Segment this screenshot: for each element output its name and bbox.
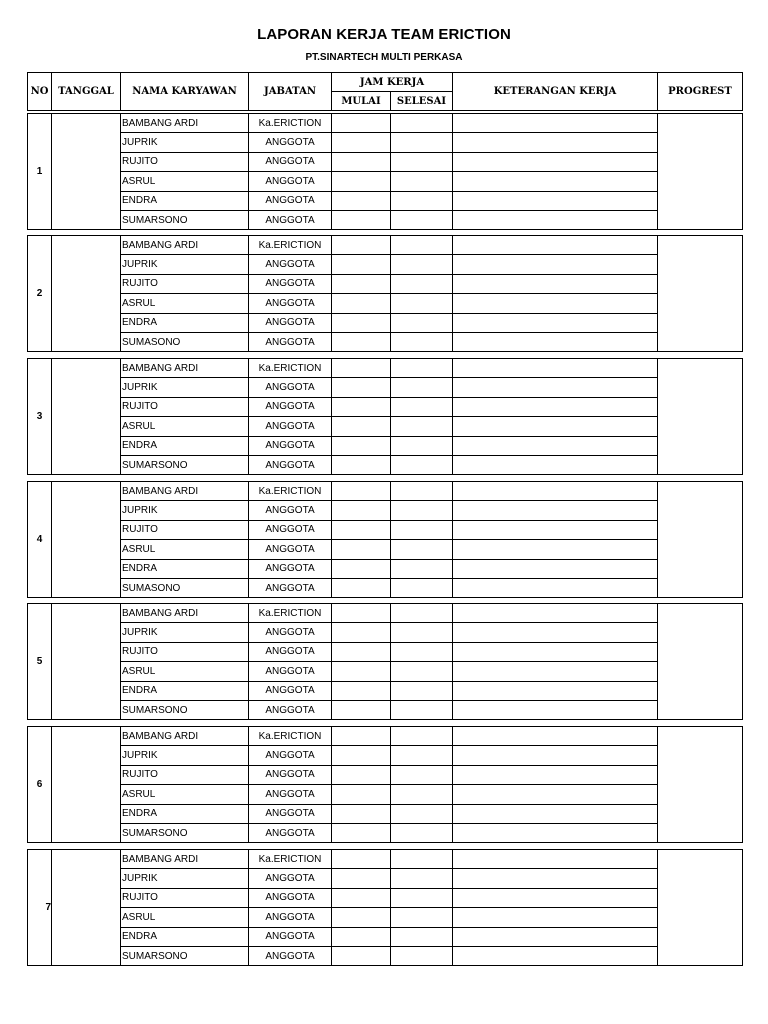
keterangan-cell[interactable]	[453, 642, 658, 661]
keterangan-cell[interactable]	[453, 559, 658, 578]
selesai-cell[interactable]	[391, 501, 453, 520]
employee-role: ANGGOTA	[249, 255, 332, 274]
employee-name: BAMBANG ARDI	[121, 114, 249, 133]
keterangan-cell[interactable]	[453, 765, 658, 784]
selesai-cell[interactable]	[391, 785, 453, 804]
keterangan-cell[interactable]	[453, 274, 658, 293]
employee-role: ANGGOTA	[249, 681, 332, 700]
employee-role: ANGGOTA	[249, 397, 332, 416]
employee-role: ANGGOTA	[249, 559, 332, 578]
employee-role: ANGGOTA	[249, 520, 332, 539]
table-row	[28, 578, 743, 597]
selesai-cell[interactable]	[391, 623, 453, 642]
selesai-cell[interactable]	[391, 378, 453, 397]
employee-role: ANGGOTA	[249, 804, 332, 823]
table-row	[28, 133, 743, 152]
selesai-cell[interactable]	[391, 604, 453, 623]
employee-name: JUPRIK	[121, 255, 249, 274]
header-selesai: SELESAI	[391, 92, 453, 111]
selesai-cell[interactable]	[391, 482, 453, 501]
header-no: NO	[28, 73, 52, 111]
employee-name: BAMBANG ARDI	[121, 727, 249, 746]
employee-name: ENDRA	[121, 559, 249, 578]
mulai-cell[interactable]	[332, 482, 391, 501]
keterangan-cell[interactable]	[453, 908, 658, 927]
employee-name: JUPRIK	[121, 746, 249, 765]
selesai-cell[interactable]	[391, 332, 453, 351]
table-row	[28, 520, 743, 539]
selesai-cell[interactable]	[391, 133, 453, 152]
table-row	[28, 700, 743, 719]
group-number: 4	[28, 482, 52, 598]
employee-name: SUMARSONO	[121, 210, 249, 229]
mulai-cell[interactable]	[332, 604, 391, 623]
tanggal-cell[interactable]	[52, 236, 121, 352]
employee-name: ENDRA	[121, 191, 249, 210]
table-row	[28, 313, 743, 332]
selesai-cell[interactable]	[391, 700, 453, 719]
selesai-cell[interactable]	[391, 191, 453, 210]
company-name: PT.SINARTECH MULTI PERKASA	[305, 52, 463, 63]
selesai-cell[interactable]	[391, 359, 453, 378]
employee-role: ANGGOTA	[249, 908, 332, 927]
employee-role: ANGGOTA	[249, 133, 332, 152]
table-row	[28, 746, 743, 765]
employee-name: BAMBANG ARDI	[121, 236, 249, 255]
group-number: 3	[28, 359, 52, 475]
keterangan-cell[interactable]	[453, 869, 658, 888]
employee-role: ANGGOTA	[249, 172, 332, 191]
employee-role: ANGGOTA	[249, 662, 332, 681]
mulai-cell[interactable]	[332, 946, 391, 965]
table-row	[28, 332, 743, 351]
table-row	[28, 604, 743, 623]
employee-name: BAMBANG ARDI	[121, 482, 249, 501]
keterangan-cell[interactable]	[453, 210, 658, 229]
mulai-cell[interactable]	[332, 210, 391, 229]
selesai-cell[interactable]	[391, 236, 453, 255]
keterangan-cell[interactable]	[453, 397, 658, 416]
mulai-cell[interactable]	[332, 559, 391, 578]
employee-name: SUMARSONO	[121, 823, 249, 842]
header-nama-karyawan: NAMA KARYAWAN	[121, 73, 249, 111]
table-row	[28, 359, 743, 378]
employee-name: SUMARSONO	[121, 946, 249, 965]
mulai-cell[interactable]	[332, 727, 391, 746]
employee-name: JUPRIK	[121, 378, 249, 397]
table-row	[28, 501, 743, 520]
employee-role: ANGGOTA	[249, 869, 332, 888]
mulai-cell[interactable]	[332, 255, 391, 274]
table-row	[28, 294, 743, 313]
table-row	[28, 559, 743, 578]
keterangan-cell[interactable]	[453, 850, 658, 869]
header-jam-kerja: JAM KERJA	[332, 73, 453, 92]
table-row	[28, 642, 743, 661]
selesai-cell[interactable]	[391, 313, 453, 332]
mulai-cell[interactable]	[332, 313, 391, 332]
employee-role: ANGGOTA	[249, 823, 332, 842]
employee-name: JUPRIK	[121, 133, 249, 152]
employee-name: BAMBANG ARDI	[121, 359, 249, 378]
selesai-cell[interactable]	[391, 804, 453, 823]
selesai-cell[interactable]	[391, 417, 453, 436]
selesai-cell[interactable]	[391, 746, 453, 765]
employee-name: ASRUL	[121, 172, 249, 191]
keterangan-cell[interactable]	[453, 294, 658, 313]
mulai-cell[interactable]	[332, 378, 391, 397]
header-tanggal: TANGGAL	[52, 73, 121, 111]
employee-role: ANGGOTA	[249, 540, 332, 559]
employee-name: SUMARSONO	[121, 455, 249, 474]
group-number: 7	[28, 850, 52, 966]
employee-name: RUJITO	[121, 152, 249, 171]
progress-cell[interactable]	[658, 727, 743, 843]
group-table-7	[27, 849, 743, 966]
selesai-cell[interactable]	[391, 540, 453, 559]
selesai-cell[interactable]	[391, 869, 453, 888]
group-table-5	[27, 603, 743, 720]
mulai-cell[interactable]	[332, 927, 391, 946]
employee-role: ANGGOTA	[249, 785, 332, 804]
mulai-cell[interactable]	[332, 133, 391, 152]
mulai-cell[interactable]	[332, 642, 391, 661]
table-row	[28, 823, 743, 842]
mulai-cell[interactable]	[332, 785, 391, 804]
employee-role: Ka.ERICTION	[249, 727, 332, 746]
table-row	[28, 850, 743, 869]
mulai-cell[interactable]	[332, 274, 391, 293]
employee-name: SUMASONO	[121, 578, 249, 597]
tanggal-cell[interactable]	[52, 359, 121, 475]
group-number: 5	[28, 604, 52, 720]
table-row	[28, 623, 743, 642]
employee-name: ASRUL	[121, 417, 249, 436]
table-row	[28, 417, 743, 436]
employee-role: ANGGOTA	[249, 417, 332, 436]
employee-role: ANGGOTA	[249, 700, 332, 719]
selesai-cell[interactable]	[391, 114, 453, 133]
employee-role: ANGGOTA	[249, 294, 332, 313]
group-number: 1	[28, 114, 52, 230]
header-jabatan: JABATAN	[249, 73, 332, 111]
employee-name: BAMBANG ARDI	[121, 604, 249, 623]
employee-name: ASRUL	[121, 785, 249, 804]
mulai-cell[interactable]	[332, 869, 391, 888]
employee-role: ANGGOTA	[249, 436, 332, 455]
tanggal-cell[interactable]	[52, 114, 121, 230]
selesai-cell[interactable]	[391, 823, 453, 842]
tanggal-cell[interactable]	[52, 604, 121, 720]
employee-role: ANGGOTA	[249, 274, 332, 293]
group-table-3	[27, 358, 743, 475]
employee-role: ANGGOTA	[249, 332, 332, 351]
group-table-4	[27, 481, 743, 598]
header-table	[27, 72, 743, 111]
selesai-cell[interactable]	[391, 152, 453, 171]
keterangan-cell[interactable]	[453, 823, 658, 842]
header-mulai: MULAI	[332, 92, 391, 111]
selesai-cell[interactable]	[391, 455, 453, 474]
selesai-cell[interactable]	[391, 397, 453, 416]
employee-name: RUJITO	[121, 520, 249, 539]
table-row	[28, 927, 743, 946]
header-progress: PROGREST	[658, 73, 743, 111]
mulai-cell[interactable]	[332, 700, 391, 719]
table-row	[28, 397, 743, 416]
group-table-2	[27, 235, 743, 352]
employee-role: Ka.ERICTION	[249, 482, 332, 501]
employee-name: ENDRA	[121, 436, 249, 455]
mulai-cell[interactable]	[332, 417, 391, 436]
table-row	[28, 455, 743, 474]
employee-name: JUPRIK	[121, 869, 249, 888]
keterangan-cell[interactable]	[453, 888, 658, 907]
employee-name: ASRUL	[121, 540, 249, 559]
selesai-cell[interactable]	[391, 727, 453, 746]
mulai-cell[interactable]	[332, 455, 391, 474]
selesai-cell[interactable]	[391, 274, 453, 293]
mulai-cell[interactable]	[332, 332, 391, 351]
keterangan-cell[interactable]	[453, 727, 658, 746]
employee-role: ANGGOTA	[249, 578, 332, 597]
mulai-cell[interactable]	[332, 397, 391, 416]
employee-role: ANGGOTA	[249, 313, 332, 332]
progress-cell[interactable]	[658, 850, 743, 966]
employee-role: ANGGOTA	[249, 642, 332, 661]
keterangan-cell[interactable]	[453, 520, 658, 539]
group-table-6	[27, 726, 743, 843]
mulai-cell[interactable]	[332, 540, 391, 559]
mulai-cell[interactable]	[332, 765, 391, 784]
employee-name: BAMBANG ARDI	[121, 850, 249, 869]
mulai-cell[interactable]	[332, 850, 391, 869]
table-row	[28, 540, 743, 559]
selesai-cell[interactable]	[391, 908, 453, 927]
keterangan-cell[interactable]	[453, 191, 658, 210]
keterangan-cell[interactable]	[453, 313, 658, 332]
selesai-cell[interactable]	[391, 210, 453, 229]
table-row	[28, 785, 743, 804]
progress-cell[interactable]	[658, 359, 743, 475]
employee-role: ANGGOTA	[249, 927, 332, 946]
employee-name: JUPRIK	[121, 501, 249, 520]
table-row	[28, 482, 743, 501]
selesai-cell[interactable]	[391, 888, 453, 907]
tanggal-cell[interactable]	[52, 850, 121, 966]
employee-role: ANGGOTA	[249, 501, 332, 520]
progress-cell[interactable]	[658, 114, 743, 230]
employee-name: RUJITO	[121, 397, 249, 416]
employee-name: RUJITO	[121, 642, 249, 661]
keterangan-cell[interactable]	[453, 332, 658, 351]
selesai-cell[interactable]	[391, 927, 453, 946]
selesai-cell[interactable]	[391, 436, 453, 455]
table-row	[28, 172, 743, 191]
employee-role: ANGGOTA	[249, 210, 332, 229]
employee-role: ANGGOTA	[249, 946, 332, 965]
selesai-cell[interactable]	[391, 765, 453, 784]
progress-cell[interactable]	[658, 604, 743, 720]
keterangan-cell[interactable]	[453, 700, 658, 719]
employee-name: JUPRIK	[121, 623, 249, 642]
group-number: 2	[28, 236, 52, 352]
keterangan-cell[interactable]	[453, 785, 658, 804]
keterangan-cell[interactable]	[453, 172, 658, 191]
employee-name: RUJITO	[121, 888, 249, 907]
table-row	[28, 255, 743, 274]
selesai-cell[interactable]	[391, 559, 453, 578]
employee-role: Ka.ERICTION	[249, 359, 332, 378]
keterangan-cell[interactable]	[453, 133, 658, 152]
keterangan-cell[interactable]	[453, 455, 658, 474]
mulai-cell[interactable]	[332, 236, 391, 255]
tanggal-cell[interactable]	[52, 727, 121, 843]
table-row	[28, 662, 743, 681]
employee-name: SUMASONO	[121, 332, 249, 351]
mulai-cell[interactable]	[332, 804, 391, 823]
mulai-cell[interactable]	[332, 520, 391, 539]
table-row	[28, 681, 743, 700]
mulai-cell[interactable]	[332, 662, 391, 681]
progress-cell[interactable]	[658, 236, 743, 352]
mulai-cell[interactable]	[332, 908, 391, 927]
keterangan-cell[interactable]	[453, 540, 658, 559]
table-row	[28, 114, 743, 133]
selesai-cell[interactable]	[391, 642, 453, 661]
employee-role: ANGGOTA	[249, 378, 332, 397]
keterangan-cell[interactable]	[453, 578, 658, 597]
table-row	[28, 378, 743, 397]
mulai-cell[interactable]	[332, 114, 391, 133]
mulai-cell[interactable]	[332, 152, 391, 171]
table-row	[28, 888, 743, 907]
keterangan-cell[interactable]	[453, 482, 658, 501]
mulai-cell[interactable]	[332, 172, 391, 191]
selesai-cell[interactable]	[391, 172, 453, 191]
table-row	[28, 274, 743, 293]
table-row	[28, 210, 743, 229]
mulai-cell[interactable]	[332, 746, 391, 765]
selesai-cell[interactable]	[391, 294, 453, 313]
table-row	[28, 236, 743, 255]
keterangan-cell[interactable]	[453, 255, 658, 274]
table-row	[28, 727, 743, 746]
table-row	[28, 436, 743, 455]
employee-role: Ka.ERICTION	[249, 236, 332, 255]
group-table-1	[27, 113, 743, 230]
employee-name: ENDRA	[121, 804, 249, 823]
keterangan-cell[interactable]	[453, 681, 658, 700]
keterangan-cell[interactable]	[453, 114, 658, 133]
selesai-cell[interactable]	[391, 681, 453, 700]
employee-name: ENDRA	[121, 927, 249, 946]
report-title: LAPORAN KERJA TEAM ERICTION	[257, 26, 511, 43]
employee-name: SUMARSONO	[121, 700, 249, 719]
employee-name: ENDRA	[121, 681, 249, 700]
employee-name: ASRUL	[121, 294, 249, 313]
keterangan-cell[interactable]	[453, 236, 658, 255]
table-row	[28, 191, 743, 210]
employee-name: RUJITO	[121, 765, 249, 784]
employee-role: ANGGOTA	[249, 455, 332, 474]
mulai-cell[interactable]	[332, 191, 391, 210]
mulai-cell[interactable]	[332, 436, 391, 455]
keterangan-cell[interactable]	[453, 746, 658, 765]
employee-role: ANGGOTA	[249, 765, 332, 784]
mulai-cell[interactable]	[332, 681, 391, 700]
mulai-cell[interactable]	[332, 359, 391, 378]
keterangan-cell[interactable]	[453, 604, 658, 623]
employee-name: ENDRA	[121, 313, 249, 332]
keterangan-cell[interactable]	[453, 946, 658, 965]
mulai-cell[interactable]	[332, 294, 391, 313]
employee-role: ANGGOTA	[249, 746, 332, 765]
selesai-cell[interactable]	[391, 850, 453, 869]
selesai-cell[interactable]	[391, 520, 453, 539]
employee-name: RUJITO	[121, 274, 249, 293]
tanggal-cell[interactable]	[52, 482, 121, 598]
keterangan-cell[interactable]	[453, 417, 658, 436]
employee-name: ASRUL	[121, 662, 249, 681]
employee-role: ANGGOTA	[249, 888, 332, 907]
header-keterangan-kerja: KETERANGAN KERJA	[453, 73, 658, 111]
keterangan-cell[interactable]	[453, 378, 658, 397]
mulai-cell[interactable]	[332, 623, 391, 642]
employee-role: Ka.ERICTION	[249, 604, 332, 623]
group-number: 6	[28, 727, 52, 843]
selesai-cell[interactable]	[391, 946, 453, 965]
keterangan-cell[interactable]	[453, 804, 658, 823]
employee-role: Ka.ERICTION	[249, 850, 332, 869]
keterangan-cell[interactable]	[453, 662, 658, 681]
keterangan-cell[interactable]	[453, 501, 658, 520]
selesai-cell[interactable]	[391, 578, 453, 597]
selesai-cell[interactable]	[391, 255, 453, 274]
keterangan-cell[interactable]	[453, 436, 658, 455]
table-row	[28, 869, 743, 888]
table-row	[28, 908, 743, 927]
mulai-cell[interactable]	[332, 823, 391, 842]
keterangan-cell[interactable]	[453, 623, 658, 642]
employee-name: ASRUL	[121, 908, 249, 927]
employee-role: Ka.ERICTION	[249, 114, 332, 133]
keterangan-cell[interactable]	[453, 152, 658, 171]
keterangan-cell[interactable]	[453, 927, 658, 946]
table-row	[28, 765, 743, 784]
mulai-cell[interactable]	[332, 888, 391, 907]
keterangan-cell[interactable]	[453, 359, 658, 378]
selesai-cell[interactable]	[391, 662, 453, 681]
employee-role: ANGGOTA	[249, 623, 332, 642]
mulai-cell[interactable]	[332, 501, 391, 520]
employee-role: ANGGOTA	[249, 152, 332, 171]
mulai-cell[interactable]	[332, 578, 391, 597]
table-row	[28, 804, 743, 823]
table-row	[28, 152, 743, 171]
employee-role: ANGGOTA	[249, 191, 332, 210]
table-row	[28, 946, 743, 965]
progress-cell[interactable]	[658, 482, 743, 598]
